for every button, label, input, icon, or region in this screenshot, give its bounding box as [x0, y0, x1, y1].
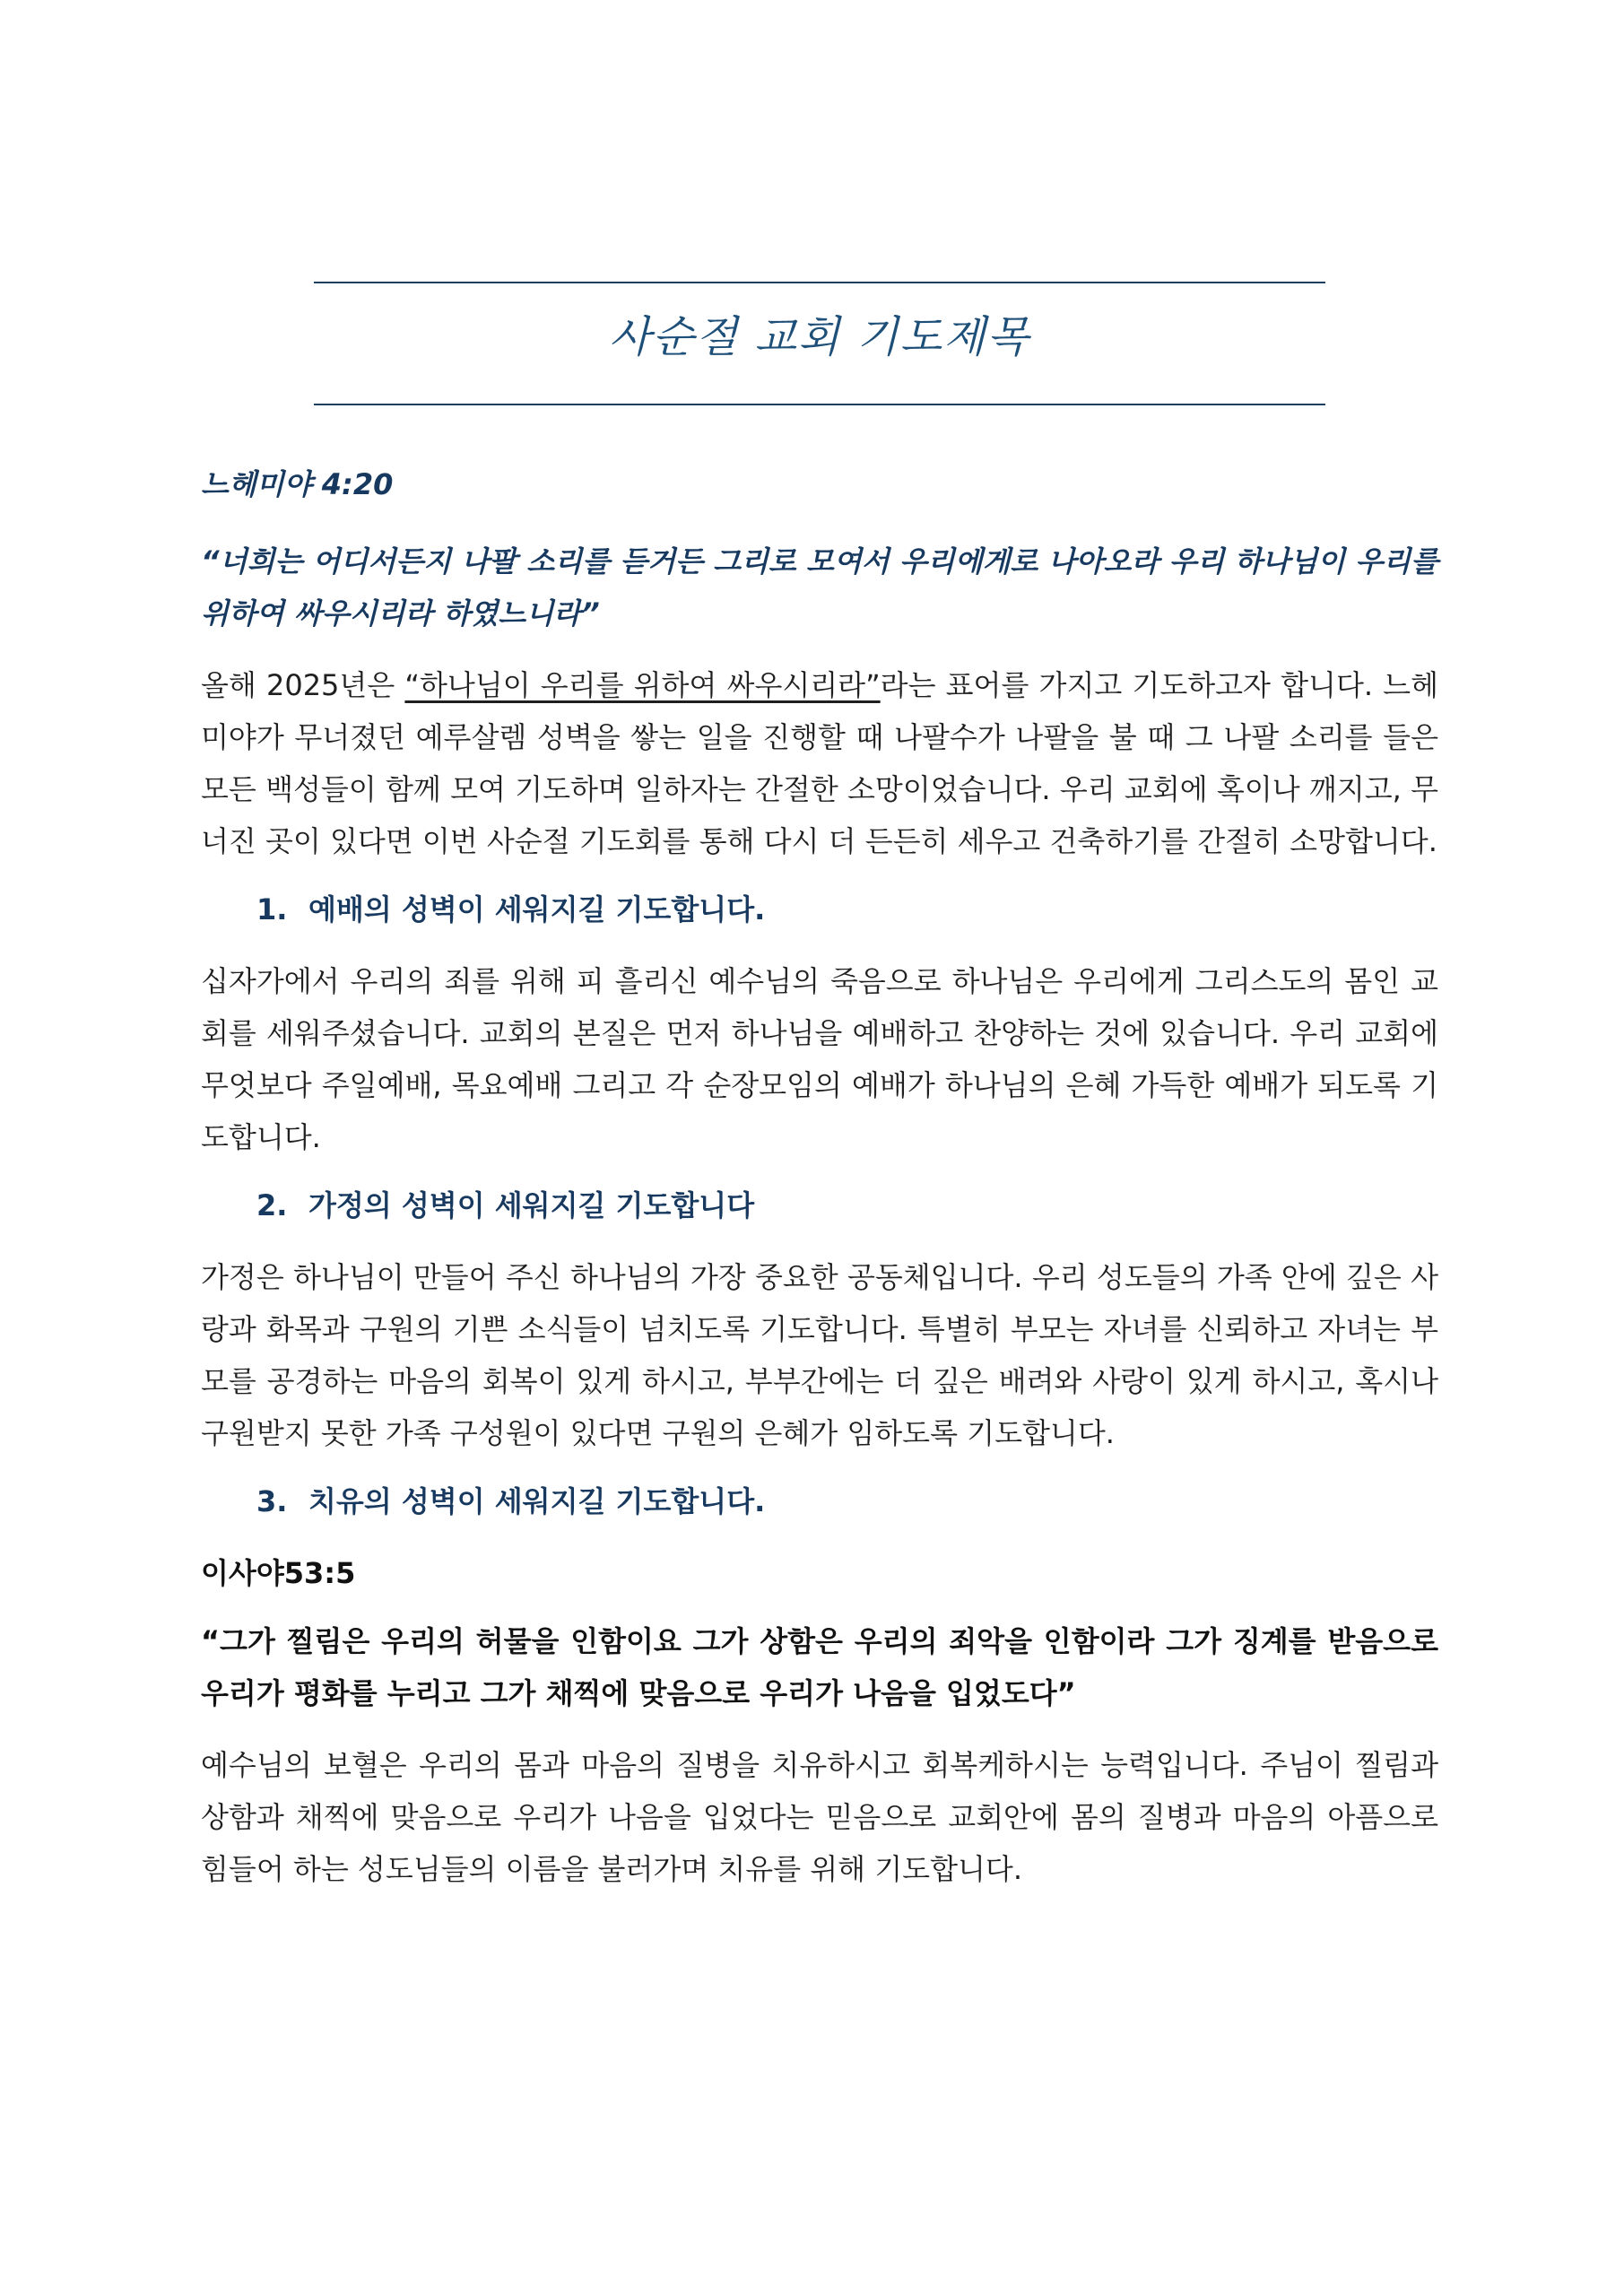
section-3-heading	[256, 1475, 1438, 1527]
section-3-paragraph: 예수님의 보혈은 우리의 몸과 마음의 질병을 치유하시고 회복케하시는 능력입니다. 주님이 찔림과 상함과 채찍에 맞음으로 우리가 나음을 입었다는 믿음으로 교회안에 몸의 질병과 마음의 아픔으로 힘들어 하는 성도님들의 이름을 불러가며 치유를 위해 기도합니다.	[201, 1748, 1438, 1886]
intro-motto: “하나님이 우리를 위하여 싸우시리라”	[404, 668, 881, 702]
section-3-scripture-verse: “그가 찔림은 우리의 허물을 인함이요 그가 상함은 우리의 죄악을 인함이라 그가 징계를 받음으로 우리가 평화를 누리고 그가 채찍에 맞음으로 우리가 나음을 입었도다”	[201, 1624, 1438, 1710]
section-3-title: 치유의 성벽이 세워지길 기도합니다.	[308, 1484, 766, 1518]
document-body	[201, 462, 1438, 1911]
section-2-paragraph: 가정은 하나님이 만들어 주신 하나님의 가장 중요한 공동체입니다. 우리 성도들의 가족 안에 깊은 사랑과 화목과 구원의 기쁜 소식들이 넘치도록 기도합니다. 특별히 부모는 자녀를 신뢰하고 자녀는 부모를 공경하는 마음의 회복이 있게 하시고, 부부간에는 더 깊은 배려와 사랑이 있게 하시고, 혹시나 구원받지 못한 가족 구성원이 있다면 구원의 은혜가 임하도록 기도합니다.	[201, 1260, 1438, 1450]
section-1-heading	[256, 883, 1438, 935]
section-3-scripture-reference: 이사야53:5	[201, 1556, 356, 1590]
intro-scripture-verse: “너희는 어디서든지 나팔 소리를 듣거든 그리로 모여서 우리에게로 나아오라 우리 하나님이 우리를 위하여 싸우시리라 하였느니라”	[201, 544, 1438, 631]
intro-paragraph	[201, 659, 1438, 867]
intro-paragraph-suffix: 라는 표어를 가지고 기도하고자 합니다. 느헤미야가 무너졌던 예루살렘 성벽을 쌓는 일을 진행할 때 나팔수가 나팔을 불 때 그 나팔 소리를 들은 모든 백성들이 함께 모여 기도하며 일하자는 간절한 소망이었습니다. 우리 교회에 혹이나 깨지고, 무너진 곳이 있다면 이번 사순절 기도회를 통해 다시 더 든든히 세우고 건축하기를 간절히 소망합니다.	[201, 668, 1438, 858]
section-2-number: 2.	[256, 1188, 288, 1222]
section-3-number: 3.	[256, 1484, 288, 1518]
title-top-rule	[314, 282, 1325, 283]
section-1-title: 예배의 성벽이 세워지길 기도합니다.	[308, 892, 766, 926]
intro-paragraph-prefix: 올해 2025년은	[201, 668, 405, 702]
section-1-number: 1.	[256, 892, 288, 926]
intro-scripture-reference: 느헤미야 4:20	[201, 467, 394, 501]
section-2-heading	[256, 1179, 1438, 1231]
page-title: 사순절 교회 기도제목	[609, 312, 1030, 362]
title-bottom-rule	[314, 404, 1325, 405]
section-2-title: 가정의 성벽이 세워지길 기도합니다	[308, 1188, 755, 1222]
section-1-paragraph: 십자가에서 우리의 죄를 위해 피 흘리신 예수님의 죽음으로 하나님은 우리에게 그리스도의 몸인 교회를 세워주셨습니다. 교회의 본질은 먼저 하나님을 예배하고 찬양하는 것에 있습니다. 우리 교회에 무엇보다 주일예배, 목요예배 그리고 각 순장모임의 예배가 하나님의 은혜 가득한 예배가 되도록 기도합니다.	[201, 964, 1438, 1154]
